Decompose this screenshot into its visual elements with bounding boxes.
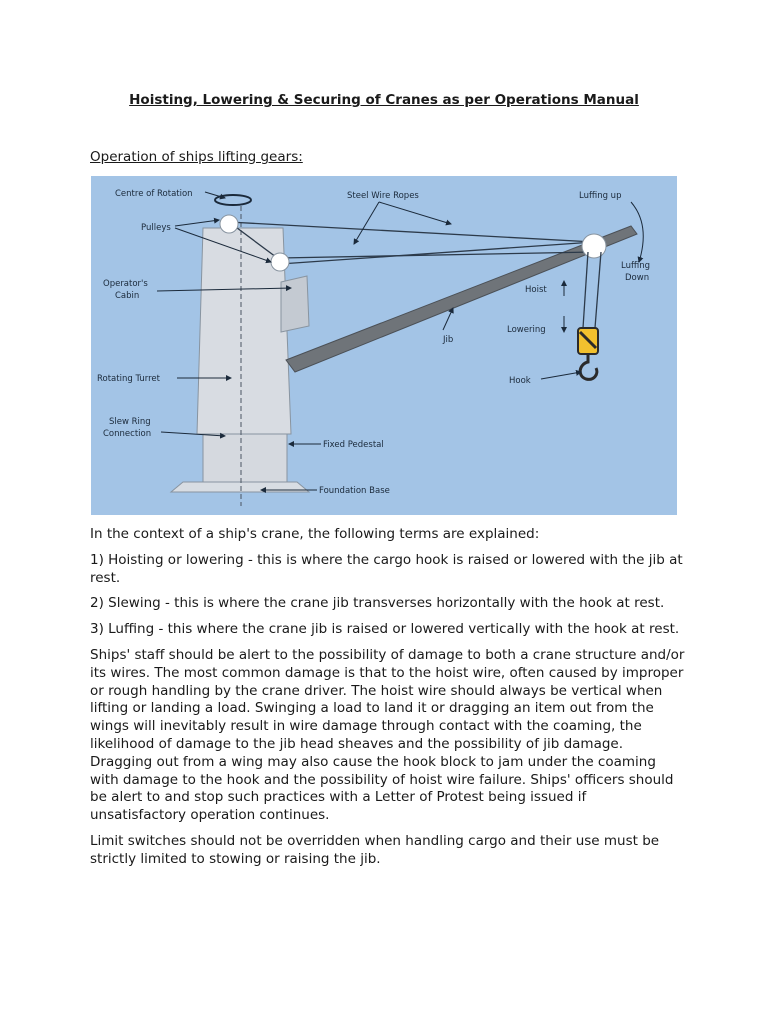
- operators-cabin-shape: [281, 276, 309, 332]
- label-fixed-pedestal: Fixed Pedestal: [323, 440, 384, 450]
- label-hook: Hook: [509, 376, 531, 386]
- pulley-icon: [220, 215, 238, 233]
- leader-line: [205, 192, 225, 198]
- document-title: Hoisting, Lowering & Securing of Cranes as per Operations Manual: [129, 92, 639, 108]
- hook-icon: [580, 354, 597, 379]
- paragraph-item-3: 3) Luffing - this where the crane jib is raised or lowered vertically with the hook at rest.: [90, 621, 680, 638]
- label-slew-ring-line2: Connection: [103, 429, 152, 439]
- label-luffing-up: Luffing up: [579, 191, 622, 201]
- paragraph-limit-switches: Limit switches should not be overridden when handling cargo and their use must be strictly limited to stowing or raising the jib.: [90, 832, 660, 867]
- label-pulleys: Pulleys: [141, 223, 171, 233]
- leader-line: [175, 220, 219, 226]
- paragraph-damage: Ships' staff should be alert to the possibility of damage to both a crane structure and/or its wires. The most common damage is that to the hoist wire, often caused by improper or rough handling by the crane driver. The hoist wire should always be vertical when lifting or landing a load. Swinging a load to land it or dragging an item out from the wings will inevitably result in wire damage through contact with the coaming, the likelihood of damage to the jib head sheaves and the possibility of jib damage. Dragging out from a wing may also cause the hook block to jam under the coaming with damage to the hook and the possibility of hoist wire failure. Ships' officers should be alert to and stop such practices with a Letter of Protest being issued if unsatisfactory operation continues.: [90, 646, 685, 824]
- fixed-pedestal-shape: [203, 434, 287, 482]
- label-slew-ring-line1: Slew Ring: [109, 417, 151, 427]
- hoist-wire: [583, 252, 588, 328]
- label-luffing-down-line2: Down: [625, 273, 650, 283]
- label-jib: Jib: [443, 335, 454, 345]
- pulley-icon: [271, 253, 289, 271]
- label-rotating-turret: Rotating Turret: [97, 374, 160, 384]
- label-steel-wire-ropes: Steel Wire Ropes: [347, 191, 419, 201]
- label-hoist: Hoist: [525, 285, 547, 295]
- crane-diagram-svg: [91, 176, 677, 515]
- leader-line: [354, 202, 379, 244]
- leader-line: [379, 202, 451, 224]
- jib-head-sheave-icon: [582, 234, 606, 258]
- leader-line: [541, 372, 581, 379]
- paragraph-item-1: 1) Hoisting or lowering - this is where the cargo hook is raised or lowered with the jib at rest.: [90, 551, 683, 586]
- paragraph-item-2: 2) Slewing - this is where the crane jib transverses horizontally with the hook at rest.: [90, 595, 665, 612]
- label-foundation-base: Foundation Base: [319, 486, 390, 496]
- label-centre-of-rotation: Centre of Rotation: [115, 189, 193, 199]
- label-operators-cabin-line2: Cabin: [115, 291, 140, 301]
- crane-diagram: [91, 176, 677, 515]
- label-operators-cabin-line1: Operator's: [103, 279, 148, 289]
- label-lowering: Lowering: [507, 325, 546, 335]
- label-luffing-down-line1: Luffing: [621, 261, 650, 271]
- paragraph-intro: In the context of a ship's crane, the following terms are explained:: [90, 526, 540, 542]
- document-body: [90, 526, 686, 877]
- hoist-wire: [595, 252, 601, 328]
- section-subheading: Operation of ships lifting gears:: [90, 149, 303, 165]
